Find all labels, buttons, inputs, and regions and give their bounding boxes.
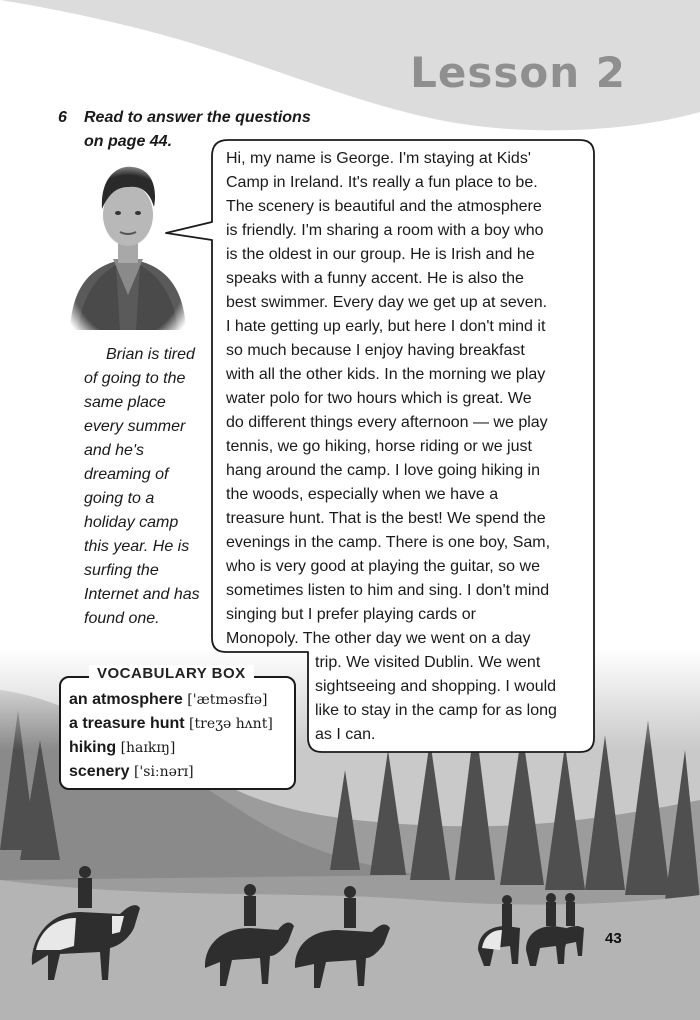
vocabulary-term: scenery xyxy=(69,763,130,780)
letter-line: so much because I enjoy having breakfast xyxy=(226,342,525,359)
vocabulary-transcription: [treʒə hʌnt] xyxy=(189,716,273,732)
letter-line: evenings in the camp. There is one boy, Sam, xyxy=(226,534,551,551)
vocabulary-transcription: [haɪkɪŋ] xyxy=(120,740,176,756)
vocabulary-transcription: ['siːnərɪ] xyxy=(133,764,194,780)
vocabulary-box-title: VOCABULARY BOX xyxy=(89,665,254,682)
caption-text: Brian is tired of going to the same place every summer and he's dreaming of going to a holiday camp this year. He is surfing the Internet and has found one. xyxy=(84,346,200,627)
vocabulary-item xyxy=(69,760,273,784)
vocabulary-term: hiking xyxy=(69,739,117,756)
letter-line: treasure hunt. That is the best! We spend the xyxy=(226,510,546,527)
letter-line: with all the other kids. In the morning we play xyxy=(226,366,546,383)
letter-line: who is very good at playing the guitar, so we xyxy=(226,558,540,575)
letter-line: water polo for two hours which is great. We xyxy=(226,390,532,407)
letter-line: trip. We visited Dublin. We went xyxy=(315,654,541,671)
letter-line: sightseeing and shopping. I would xyxy=(315,678,557,695)
letter-line: hang around the camp. I love going hiking in xyxy=(226,462,540,479)
vocabulary-item xyxy=(69,736,273,760)
letter-line: is the oldest in our group. He is Irish and he xyxy=(226,246,535,263)
vocabulary-item xyxy=(69,688,273,712)
page-number: 43 xyxy=(605,930,622,947)
letter-line: tennis, we go hiking, horse riding or we just xyxy=(226,438,532,455)
letter-text xyxy=(226,147,590,747)
letter-line: Monopoly. The other day we went on a day xyxy=(226,630,531,647)
letter-line: as I can. xyxy=(315,726,376,743)
letter-line: do different things every afternoon — we play xyxy=(226,414,548,431)
vocabulary-term: an atmosphere xyxy=(69,691,183,708)
exercise-number: 6 xyxy=(58,109,67,126)
letter-line: is friendly. I'm sharing a room with a boy who xyxy=(226,222,544,239)
letter-line: speaks with a funny accent. He is also the xyxy=(226,270,524,287)
letter-line: The scenery is beautiful and the atmosphere xyxy=(226,198,542,215)
letter-line: best swimmer. Every day we get up at seven. xyxy=(226,294,548,311)
letter-line: Hi, my name is George. I'm staying at Kids' xyxy=(226,150,531,167)
vocabulary-item xyxy=(69,712,273,736)
letter-line: Camp in Ireland. It's really a fun place to be. xyxy=(226,174,538,191)
letter-line: sometimes listen to him and sing. I don't mind xyxy=(226,582,550,599)
letter-line: the woods, especially when we have a xyxy=(226,486,499,503)
vocabulary-list xyxy=(69,688,273,784)
lesson-title: Lesson 2 xyxy=(410,48,626,97)
instruction-line-2: on page 44. xyxy=(84,133,173,150)
instruction-line-1: Read to answer the questions xyxy=(84,109,311,126)
letter-line: singing but I prefer playing cards or xyxy=(226,606,476,623)
vocabulary-box xyxy=(59,665,296,790)
vocabulary-term: a treasure hunt xyxy=(69,715,185,732)
vocabulary-transcription: ['ætməsfɪə] xyxy=(187,692,268,708)
letter-line: like to stay in the camp for as long xyxy=(315,702,557,719)
letter-line: I hate getting up early, but here I don't mind it xyxy=(226,318,546,335)
